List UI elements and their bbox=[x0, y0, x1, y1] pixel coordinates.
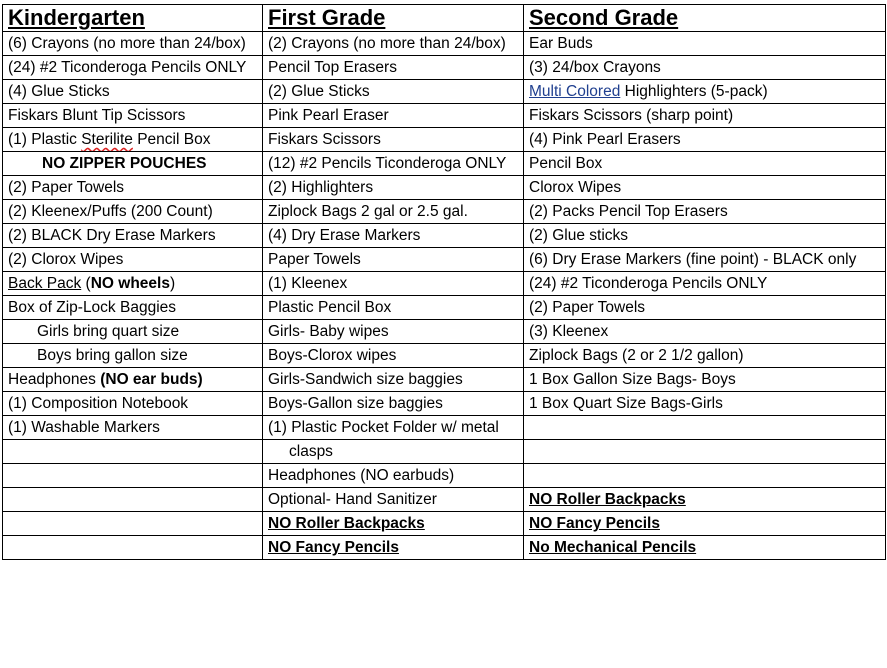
cell-text: ( bbox=[81, 275, 91, 292]
table-row bbox=[3, 152, 886, 176]
table-row bbox=[3, 368, 886, 392]
second-grade-cell: (2) Paper Towels bbox=[524, 296, 886, 320]
kindergarten-cell: (1) Composition Notebook bbox=[3, 392, 263, 416]
first-grade-cell: NO Fancy Pencils bbox=[263, 536, 524, 560]
second-grade-cell: No Mechanical Pencils bbox=[524, 536, 886, 560]
second-grade-cell: (2) Packs Pencil Top Erasers bbox=[524, 200, 886, 224]
table-row bbox=[3, 296, 886, 320]
table-row bbox=[3, 224, 886, 248]
spellcheck-word: Sterilite bbox=[81, 131, 133, 148]
table-row bbox=[3, 464, 886, 488]
kindergarten-cell: (2) Clorox Wipes bbox=[3, 248, 263, 272]
first-grade-cell: Boys-Gallon size baggies bbox=[263, 392, 524, 416]
second-grade-cell: 1 Box Gallon Size Bags- Boys bbox=[524, 368, 886, 392]
first-grade-cell: Pink Pearl Eraser bbox=[263, 104, 524, 128]
second-grade-cell bbox=[524, 80, 886, 104]
cell-text: Highlighters (5-pack) bbox=[620, 83, 768, 100]
table-row bbox=[3, 416, 886, 440]
kindergarten-cell: Box of Zip-Lock Baggies bbox=[3, 296, 263, 320]
second-grade-cell: (6) Dry Erase Markers (fine point) - BLACK only bbox=[524, 248, 886, 272]
kindergarten-cell: (4) Glue Sticks bbox=[3, 80, 263, 104]
table-row bbox=[3, 128, 886, 152]
second-grade-cell: (2) Glue sticks bbox=[524, 224, 886, 248]
multi-colored-link[interactable]: Multi Colored bbox=[529, 83, 621, 100]
cell-text: (1) Plastic bbox=[8, 131, 82, 148]
table-row bbox=[3, 392, 886, 416]
kindergarten-cell bbox=[3, 464, 263, 488]
first-grade-cell: Fiskars Scissors bbox=[263, 128, 524, 152]
first-grade-cell: Pencil Top Erasers bbox=[263, 56, 524, 80]
table-row bbox=[3, 440, 886, 464]
kindergarten-cell: (6) Crayons (no more than 24/box) bbox=[3, 32, 263, 56]
cell-text: (NO ear buds) bbox=[100, 371, 203, 388]
first-grade-cell: Girls- Baby wipes bbox=[263, 320, 524, 344]
table-row bbox=[3, 272, 886, 296]
first-grade-cell: (2) Crayons (no more than 24/box) bbox=[263, 32, 524, 56]
kindergarten-cell bbox=[3, 512, 263, 536]
second-grade-cell: Clorox Wipes bbox=[524, 176, 886, 200]
kindergarten-cell bbox=[3, 440, 263, 464]
table-row bbox=[3, 248, 886, 272]
table-row bbox=[3, 488, 886, 512]
first-grade-cell: (2) Highlighters bbox=[263, 176, 524, 200]
second-grade-cell: (24) #2 Ticonderoga Pencils ONLY bbox=[524, 272, 886, 296]
second-grade-cell: NO Roller Backpacks bbox=[524, 488, 886, 512]
header-row bbox=[3, 5, 886, 32]
second-grade-cell: (3) 24/box Crayons bbox=[524, 56, 886, 80]
cell-text: Back Pack bbox=[8, 275, 82, 292]
second-grade-cell: (3) Kleenex bbox=[524, 320, 886, 344]
kindergarten-cell bbox=[3, 536, 263, 560]
table-row bbox=[3, 104, 886, 128]
kindergarten-cell bbox=[3, 128, 263, 152]
table-row bbox=[3, 80, 886, 104]
first-grade-cell: NO Roller Backpacks bbox=[263, 512, 524, 536]
cell-text: Pencil Box bbox=[132, 131, 211, 148]
kindergarten-cell: Fiskars Blunt Tip Scissors bbox=[3, 104, 263, 128]
table-row bbox=[3, 344, 886, 368]
school-supply-table bbox=[2, 4, 886, 560]
first-grade-cell: (1) Plastic Pocket Folder w/ metal bbox=[263, 416, 524, 440]
first-grade-cell: Ziplock Bags 2 gal or 2.5 gal. bbox=[263, 200, 524, 224]
kindergarten-cell: Girls bring quart size bbox=[3, 320, 263, 344]
cell-text: ) bbox=[169, 275, 176, 292]
second-grade-cell: NO Fancy Pencils bbox=[524, 512, 886, 536]
header-kindergarten: Kindergarten bbox=[3, 5, 263, 32]
kindergarten-cell: (2) Paper Towels bbox=[3, 176, 263, 200]
kindergarten-cell bbox=[3, 488, 263, 512]
kindergarten-cell: (24) #2 Ticonderoga Pencils ONLY bbox=[3, 56, 263, 80]
first-grade-cell: (12) #2 Pencils Ticonderoga ONLY bbox=[263, 152, 524, 176]
kindergarten-cell bbox=[3, 272, 263, 296]
first-grade-cell: Boys-Clorox wipes bbox=[263, 344, 524, 368]
first-grade-cell: (2) Glue Sticks bbox=[263, 80, 524, 104]
first-grade-cell: clasps bbox=[263, 440, 524, 464]
kindergarten-cell: NO ZIPPER POUCHES bbox=[3, 152, 263, 176]
first-grade-cell: Headphones (NO earbuds) bbox=[263, 464, 524, 488]
kindergarten-cell: (1) Washable Markers bbox=[3, 416, 263, 440]
first-grade-cell: Optional- Hand Sanitizer bbox=[263, 488, 524, 512]
cell-text: Headphones bbox=[8, 371, 101, 388]
table-row bbox=[3, 320, 886, 344]
first-grade-cell: Paper Towels bbox=[263, 248, 524, 272]
second-grade-cell: Pencil Box bbox=[524, 152, 886, 176]
first-grade-cell: Girls-Sandwich size baggies bbox=[263, 368, 524, 392]
kindergarten-cell: Boys bring gallon size bbox=[3, 344, 263, 368]
header-second-grade: Second Grade bbox=[524, 5, 886, 32]
second-grade-cell bbox=[524, 416, 886, 440]
first-grade-cell: Plastic Pencil Box bbox=[263, 296, 524, 320]
table-row bbox=[3, 512, 886, 536]
first-grade-cell: (1) Kleenex bbox=[263, 272, 524, 296]
table-row bbox=[3, 32, 886, 56]
second-grade-cell: (4) Pink Pearl Erasers bbox=[524, 128, 886, 152]
table-row bbox=[3, 56, 886, 80]
second-grade-cell bbox=[524, 440, 886, 464]
second-grade-cell: Ziplock Bags (2 or 2 1/2 gallon) bbox=[524, 344, 886, 368]
header-first-grade: First Grade bbox=[263, 5, 524, 32]
second-grade-cell bbox=[524, 464, 886, 488]
table-row bbox=[3, 176, 886, 200]
second-grade-cell: 1 Box Quart Size Bags-Girls bbox=[524, 392, 886, 416]
kindergarten-cell: (2) Kleenex/Puffs (200 Count) bbox=[3, 200, 263, 224]
table-row bbox=[3, 200, 886, 224]
kindergarten-cell: (2) BLACK Dry Erase Markers bbox=[3, 224, 263, 248]
second-grade-cell: Fiskars Scissors (sharp point) bbox=[524, 104, 886, 128]
cell-text: NO wheels bbox=[90, 275, 170, 292]
kindergarten-cell bbox=[3, 368, 263, 392]
table-row bbox=[3, 536, 886, 560]
second-grade-cell: Ear Buds bbox=[524, 32, 886, 56]
first-grade-cell: (4) Dry Erase Markers bbox=[263, 224, 524, 248]
